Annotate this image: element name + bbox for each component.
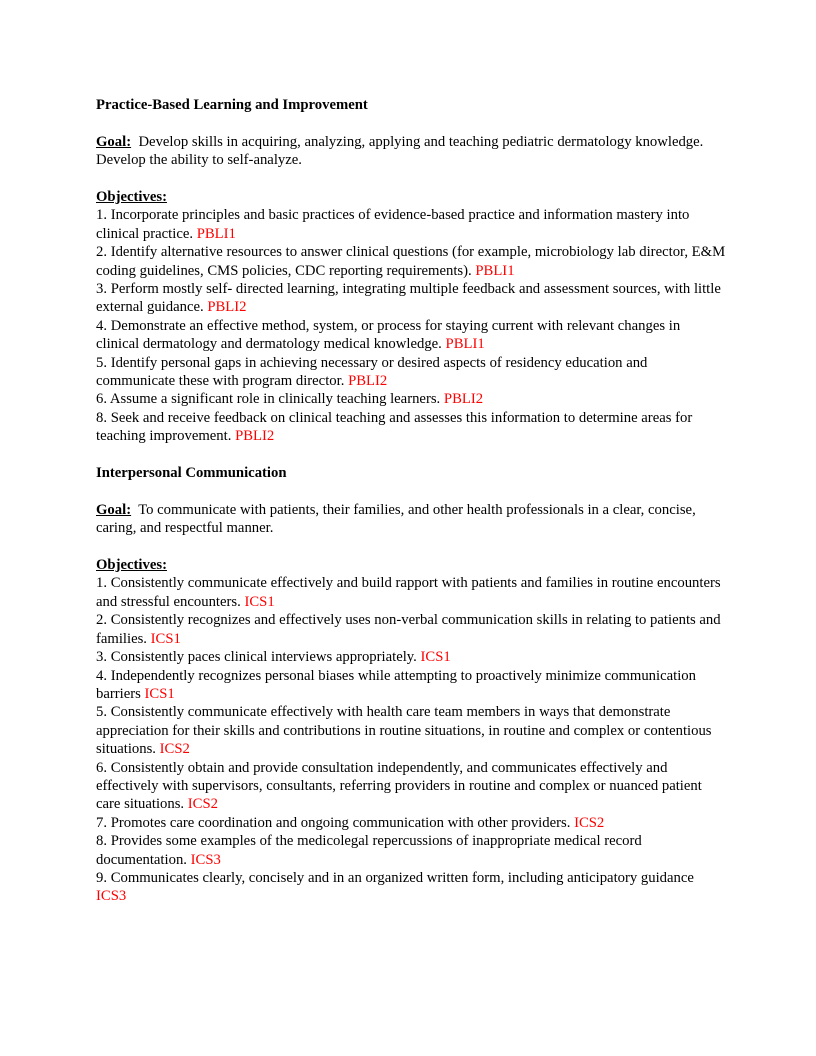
objective-text: 9. Communicates clearly, concisely and in an organized written form, including anticipatory guidance bbox=[96, 869, 694, 886]
objective-item bbox=[96, 667, 726, 704]
objective-item bbox=[96, 832, 726, 869]
objective-text: 1. Incorporate principles and basic practices of evidence-based practice and information mastery into clinical practice. bbox=[96, 207, 690, 242]
goal-text: Develop skills in acquiring, analyzing, applying and teaching pediatric dermatology knowledge. Develop the ability to self-analyze. bbox=[96, 133, 704, 169]
objective-text: 1. Consistently communicate effectively and build rapport with patients and families in routine encounters and stressful encounters. bbox=[96, 575, 721, 610]
objective-text: 3. Consistently paces clinical interviews appropriately. bbox=[96, 649, 417, 666]
objectives-list-pbli bbox=[96, 206, 726, 445]
objective-text: 6. Assume a significant role in clinically teaching learners. bbox=[96, 391, 441, 408]
objectives-list-ics bbox=[96, 574, 726, 905]
competency-tag: PBLI2 bbox=[235, 428, 275, 445]
competency-tag: PBLI1 bbox=[196, 225, 236, 242]
objectives-label-pbli: Objectives: bbox=[96, 189, 167, 205]
objective-item bbox=[96, 574, 726, 611]
objective-text: 5. Consistently communicate effectively with health care team members in ways that demonstrate appreciation for their skills and contributions in routine situations, in routine and complex or contentious situations. bbox=[96, 704, 712, 758]
goal-paragraph-pbli bbox=[96, 133, 726, 170]
spacer bbox=[96, 170, 726, 188]
goal-text: To communicate with patients, their families, and other health professionals in a clear, concise, caring, and respectful manner. bbox=[96, 501, 696, 537]
competency-tag: ICS3 bbox=[190, 851, 221, 868]
objective-text: 4. Demonstrate an effective method, system, or process for staying current with relevant changes in clinical dermatology and dermatology medical knowledge. bbox=[96, 317, 681, 353]
competency-tag: ICS1 bbox=[244, 593, 275, 610]
competency-tag: PBLI1 bbox=[475, 262, 515, 279]
competency-tag: PBLI2 bbox=[207, 299, 247, 316]
section-title-pbli: Practice-Based Learning and Improvement bbox=[96, 97, 368, 113]
objective-text: 2. Identify alternative resources to answer clinical questions (for example, microbiology lab director, E&M coding guidelines, CMS policies, CDC reporting requirements). bbox=[96, 244, 726, 279]
document-content bbox=[96, 96, 726, 906]
objective-item bbox=[96, 317, 726, 354]
objective-item bbox=[96, 869, 726, 906]
objective-item bbox=[96, 611, 726, 648]
objective-item bbox=[96, 280, 726, 317]
competency-tag: ICS2 bbox=[187, 796, 218, 813]
objective-text: 5. Identify personal gaps in achieving necessary or desired aspects of residency education and communicate these with program director. bbox=[96, 354, 648, 390]
objective-item bbox=[96, 409, 726, 446]
objectives-label-ics: Objectives: bbox=[96, 557, 167, 574]
objective-item bbox=[96, 648, 726, 666]
competency-tag: ICS2 bbox=[159, 741, 190, 758]
objective-text: 2. Consistently recognizes and effectively uses non-verbal communication skills in relating to patients and families. bbox=[96, 612, 721, 647]
competency-tag: ICS1 bbox=[144, 685, 175, 702]
competency-tag: ICS2 bbox=[574, 814, 605, 831]
objective-text: 3. Perform mostly self- directed learning, integrating multiple feedback and assessment sources, with little external guidance. bbox=[96, 281, 721, 316]
objective-text: 8. Provides some examples of the medicolegal repercussions of inappropriate medical record documentation. bbox=[96, 833, 642, 868]
objective-text: 7. Promotes care coordination and ongoing communication with other providers. bbox=[96, 814, 571, 831]
objective-text: 4. Independently recognizes personal biases while attempting to proactively minimize communication barriers bbox=[96, 667, 696, 702]
objective-item bbox=[96, 759, 726, 814]
objective-text: 8. Seek and receive feedback on clinical teaching and assesses this information to determine areas for teaching improvement. bbox=[96, 409, 693, 445]
competency-tag: PBLI2 bbox=[348, 373, 388, 390]
competency-tag: ICS1 bbox=[420, 649, 451, 666]
spacer bbox=[96, 538, 726, 556]
spacer bbox=[96, 446, 726, 464]
spacer bbox=[96, 114, 726, 132]
objective-item bbox=[96, 703, 726, 758]
objective-item bbox=[96, 243, 726, 280]
competency-tag: ICS1 bbox=[150, 630, 181, 647]
goal-label: Goal: bbox=[96, 501, 132, 518]
competency-tag: PBLI2 bbox=[443, 391, 484, 408]
competency-tag: PBLI1 bbox=[445, 336, 485, 353]
goal-label: Goal: bbox=[96, 133, 132, 150]
objective-item bbox=[96, 354, 726, 391]
objective-item bbox=[96, 390, 726, 408]
objective-text: 6. Consistently obtain and provide consultation independently, and communicates effectively and effectively with supervisors, consultants, referring providers in routine and complex or nuanced patient care situations. bbox=[96, 759, 702, 813]
competency-tag: ICS3 bbox=[96, 888, 127, 905]
goal-paragraph-ics bbox=[96, 501, 726, 538]
spacer bbox=[96, 482, 726, 500]
section-title-ics: Interpersonal Communication bbox=[96, 465, 287, 482]
objective-item bbox=[96, 206, 726, 243]
objective-item bbox=[96, 814, 726, 832]
